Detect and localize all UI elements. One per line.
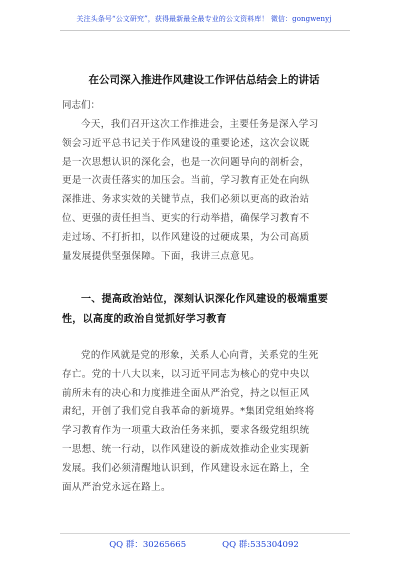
paragraph-line: 更是一次责任落实的加压会。当前，学习教育正处在向纵: [62, 175, 310, 187]
paragraph-line: 学习教育作为一项重大政治任务来抓，要求各级党组织统: [62, 425, 310, 437]
paragraph-intro: [62, 116, 352, 266]
footer-divider: [60, 533, 350, 534]
paragraph-line: 肃纪，开创了我们党自我革命的新境界。*集团党组始终将: [62, 406, 315, 418]
heading-line: 性，以高度的政治自觉抓好学习教育: [62, 314, 227, 325]
paragraph-line: 深推进、务求实效的关键节点，我们必须以更高的政治站: [62, 194, 310, 206]
footer-qq-group-2: QQ 群:535304092: [222, 540, 299, 550]
section-heading-1: [62, 290, 352, 330]
paragraph-line: 面从严治党永远在路上。: [62, 481, 171, 493]
paragraph-line: 量发展提供坚强保障。下面，我讲三点意见。: [62, 250, 261, 262]
footer: [0, 538, 408, 550]
header-divider: [60, 30, 350, 31]
document-title: 在公司深入推进作风建设工作评估总结会上的讲话: [88, 74, 320, 86]
heading-line: 一、提高政治站位，深刻认识深化作风建设的极端重要: [81, 294, 329, 305]
paragraph-line: 领会习近平总书记关于作风建设的重要论述，这次会议既: [62, 137, 310, 149]
paragraph-line: 发展。我们必须清醒地认识到，作风建设永远在路上，全: [62, 462, 310, 474]
paragraph-line: 位、更强的责任担当、更实的行动举措，确保学习教育不: [62, 212, 310, 224]
paragraph-line: 党的作风就是党的形象，关系人心向背，关系党的生死: [81, 350, 319, 361]
paragraph-line: 是一次思想认识的深化会，也是一次问题导向的剖析会，: [62, 156, 310, 168]
paragraph-line: 存亡。党的十八大以来，以习近平同志为核心的党中央以: [62, 368, 310, 380]
footer-qq-group-1: QQ 群：30265665: [109, 540, 187, 550]
salutation: 同志们：: [62, 100, 101, 111]
paragraph-section-1: [62, 347, 352, 497]
paragraph-line: 一思想、统一行动，以作风建设的新成效推动企业实现新: [62, 443, 310, 455]
header-banner: 关注头条号“公文研究”，获得最新最全最专业的公文资料库！ 微信：gongwenyj: [76, 15, 332, 23]
paragraph-line: 前所未有的决心和力度推进全面从严治党，持之以恒正风: [62, 387, 310, 399]
paragraph-line: 今天，我们召开这次工作推进会，主要任务是深入学习: [81, 119, 319, 130]
paragraph-line: 走过场、不打折扣，以作风建设的过硬成果，为公司高质: [62, 231, 310, 243]
